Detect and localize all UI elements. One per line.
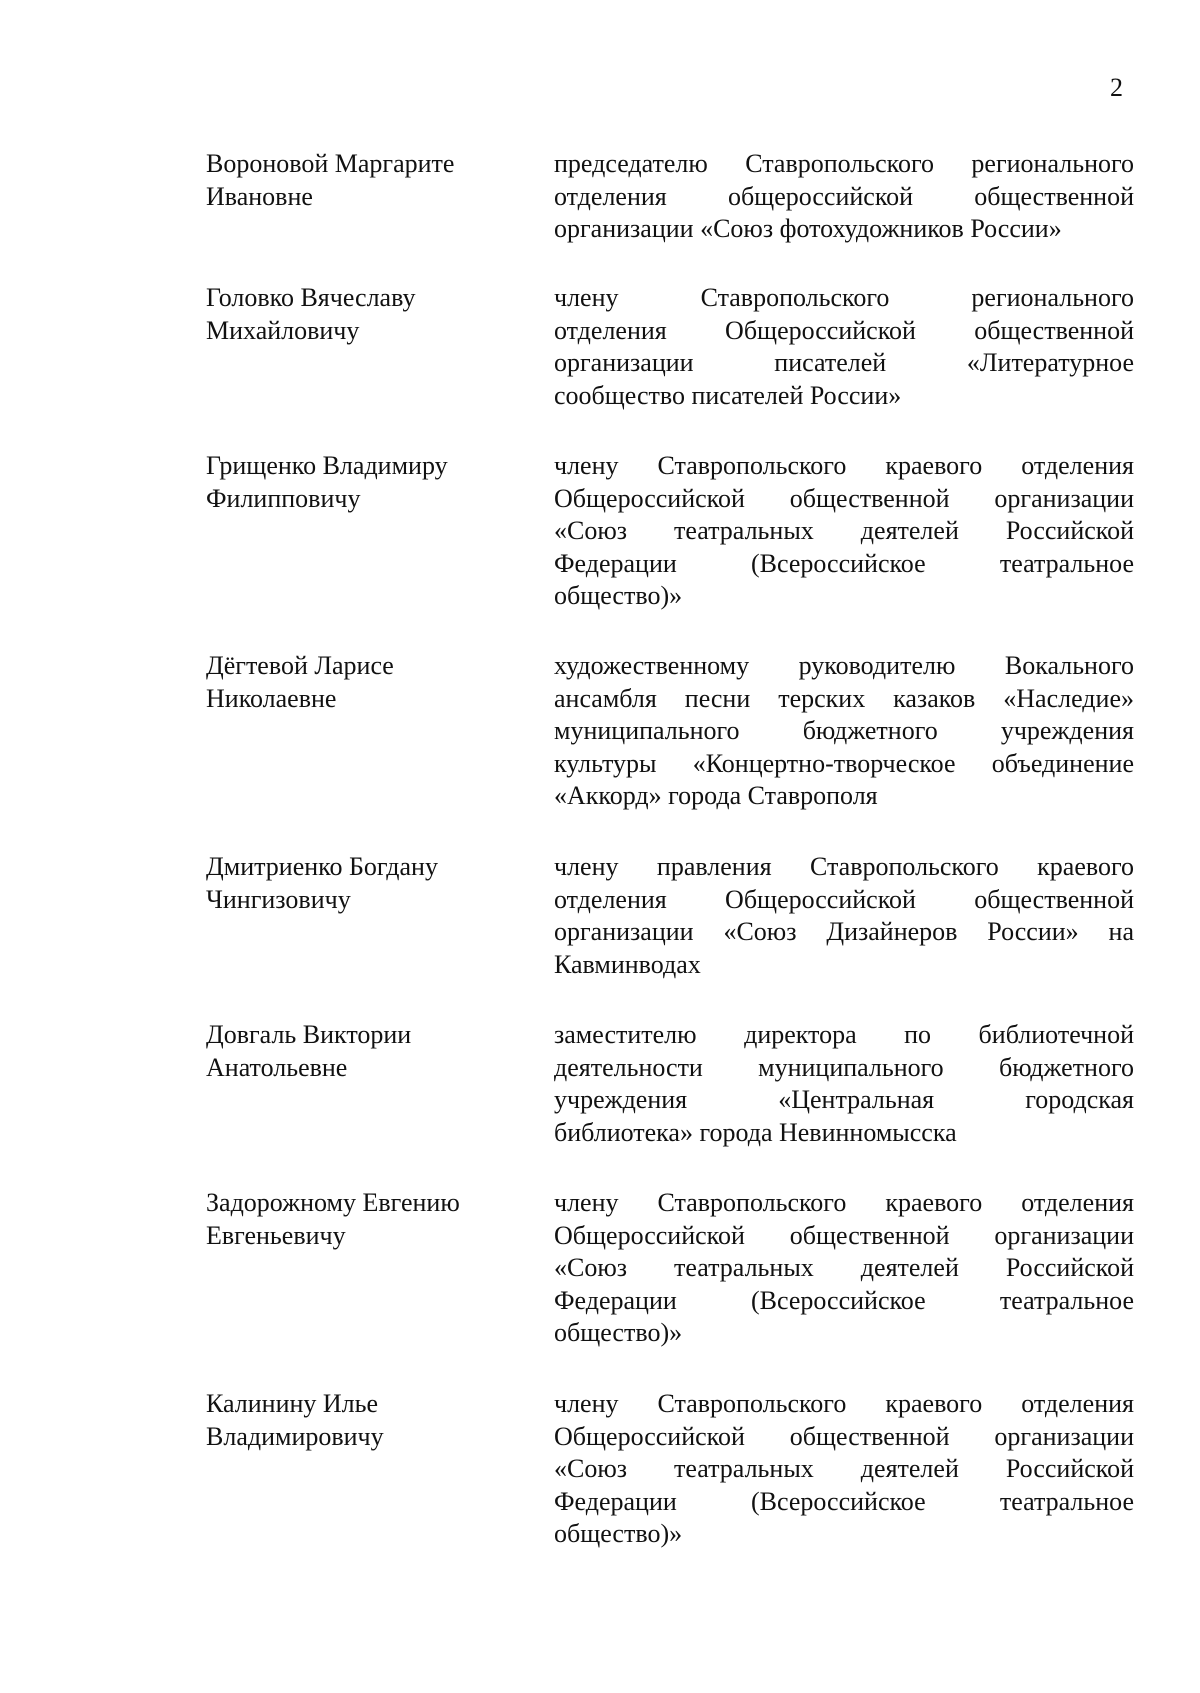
name-line: Ивановне bbox=[206, 181, 313, 211]
position-line: отделения Общероссийской общественной bbox=[554, 884, 1134, 914]
position-line: «Союз театральных деятелей Российской bbox=[554, 1454, 1134, 1483]
name-line: Довгаль Виктории bbox=[206, 1020, 412, 1049]
position-line: «Союз театральных деятелей Российской bbox=[554, 1253, 1134, 1282]
position-line: организации «Союз Дизайнеров России» на bbox=[554, 917, 1134, 946]
position-line: организации «Союз фотохудожников России» bbox=[554, 214, 1062, 243]
recipient-name bbox=[206, 282, 526, 347]
name-line: Михайловичу bbox=[206, 315, 360, 345]
position-line: ансамбля песни терских казаков «Наследие» bbox=[554, 683, 1134, 713]
position-line: члену Ставропольского краевого отделения bbox=[554, 451, 1134, 480]
name-line: Филипповичу bbox=[206, 483, 361, 513]
position-line: члену правления Ставропольского краевого bbox=[554, 852, 1134, 881]
position-line: Федерации (Всероссийское театральное bbox=[554, 548, 1134, 578]
position-line: «Союз театральных деятелей Российской bbox=[554, 516, 1134, 545]
position-line: «Аккорд» города Ставрополя bbox=[554, 781, 878, 810]
position-line: заместителю директора по библиотечной bbox=[554, 1020, 1134, 1049]
recipient-position bbox=[554, 1019, 1134, 1149]
name-line: Дёгтевой Ларисе bbox=[206, 651, 394, 680]
name-line: Задорожному Евгению bbox=[206, 1188, 460, 1217]
position-line: председателю Ставропольского регионального bbox=[554, 149, 1134, 178]
recipient-position bbox=[554, 282, 1134, 412]
name-line: Евгеньевичу bbox=[206, 1220, 346, 1250]
name-line: Головко Вячеславу bbox=[206, 283, 416, 312]
recipient-name bbox=[206, 450, 526, 515]
position-line: культуры «Концертно-творческое объединение bbox=[554, 748, 1134, 778]
position-line: художественному руководителю Вокального bbox=[554, 651, 1134, 680]
position-line: Общероссийской общественной организации bbox=[554, 483, 1134, 513]
position-line: Общероссийской общественной организации bbox=[554, 1220, 1134, 1250]
recipient-name bbox=[206, 1388, 526, 1453]
position-line: отделения общероссийской общественной bbox=[554, 181, 1134, 211]
position-line: деятельности муниципального бюджетного bbox=[554, 1052, 1134, 1082]
name-line: Николаевне bbox=[206, 683, 337, 713]
position-line: муниципального бюджетного учреждения bbox=[554, 716, 1134, 745]
recipient-name bbox=[206, 650, 526, 715]
position-line: общество)» bbox=[554, 1318, 683, 1347]
recipient-position bbox=[554, 1388, 1134, 1551]
recipient-position bbox=[554, 450, 1134, 613]
position-line: сообщество писателей России» bbox=[554, 380, 902, 410]
name-line: Анатольевне bbox=[206, 1052, 348, 1082]
name-line: Грищенко Владимиру bbox=[206, 451, 448, 480]
recipient-position bbox=[554, 148, 1134, 246]
position-line: общество)» bbox=[554, 581, 683, 610]
position-line: общество)» bbox=[554, 1519, 683, 1548]
position-line: отделения Общероссийской общественной bbox=[554, 315, 1134, 345]
position-line: учреждения «Центральная городская bbox=[554, 1085, 1134, 1114]
recipient-position bbox=[554, 1187, 1134, 1350]
name-line: Калинину Илье bbox=[206, 1389, 379, 1418]
recipient-name bbox=[206, 148, 526, 213]
recipient-name bbox=[206, 1019, 526, 1084]
page-number: 2 bbox=[1110, 73, 1123, 102]
position-line: Общероссийской общественной организации bbox=[554, 1421, 1134, 1451]
position-line: члену Ставропольского регионального bbox=[554, 283, 1134, 312]
recipient-name bbox=[206, 1187, 526, 1252]
recipient-name bbox=[206, 851, 526, 916]
position-line: организации писателей «Литературное bbox=[554, 348, 1134, 377]
position-line: Кавминводах bbox=[554, 949, 701, 979]
name-line: Вороновой Маргарите bbox=[206, 149, 455, 178]
recipient-position bbox=[554, 851, 1134, 981]
position-line: Федерации (Всероссийское театральное bbox=[554, 1285, 1134, 1315]
name-line: Владимировичу bbox=[206, 1421, 384, 1451]
position-line: Федерации (Всероссийское театральное bbox=[554, 1486, 1134, 1516]
position-line: библиотека» города Невинномысска bbox=[554, 1117, 957, 1147]
position-line: члену Ставропольского краевого отделения bbox=[554, 1188, 1134, 1217]
position-line: члену Ставропольского краевого отделения bbox=[554, 1389, 1134, 1418]
recipient-position bbox=[554, 650, 1134, 813]
name-line: Чингизовичу bbox=[206, 884, 351, 914]
name-line: Дмитриенко Богдану bbox=[206, 852, 438, 881]
